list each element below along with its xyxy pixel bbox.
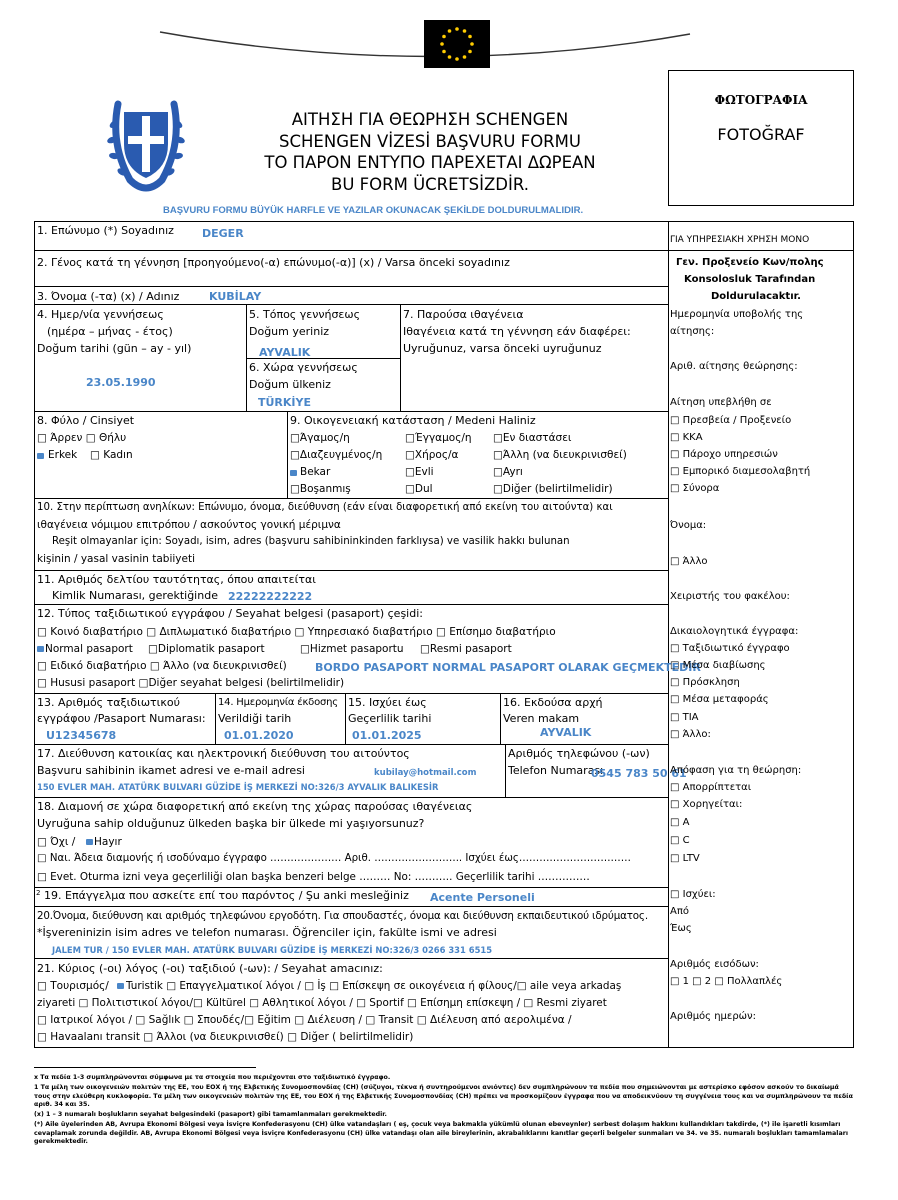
side-option[interactable]: □ A bbox=[670, 817, 690, 828]
passport-types-gr[interactable]: □ Κοινό διαβατήριο □ Διπλωματικό διαβατήριο □ Υπηρεσιακό διαβατήριο □ Επίσημο διαβατήριο bbox=[37, 626, 556, 638]
side-to: Έως bbox=[670, 923, 692, 934]
footnote: 1 Τα μέλη των οικογενειών πολιτών της ΕΕ, του ΕΟΧ ή της Ελβετικής Συνομοσπονδίας (CH) (σύζυγοι, τέκνα ή συντηρούμενοι ανιόντες) δεν συμπληρώνουν τα πεδία που σημειώνονται με αστερίσκο εφόσον ασκούν το δικαίωμά τους στην ελεύθερη κυκλοφορία. Τα μέλη των οικογενειών πολιτών της ΕΕ, του ΕΟΧ ή της Ελβετικής Συνομοσπονδίας (CH) πρέπει να προσκομίζουν έγγραφα που να αποδεικνύουν τη συγγένεια τους και να συμπληρώνουν τα πεδία αριθ. 34 και 35. bbox=[34, 1083, 853, 1109]
marital-option[interactable]: Bekar bbox=[300, 466, 331, 478]
side-documents: Δικαιολογητικά έγγραφα: bbox=[670, 626, 799, 637]
field-7-label-3: Uyruğunuz, varsa önceki uyruğunuz bbox=[403, 342, 602, 355]
passport-service[interactable]: □Hizmet pasaportu bbox=[300, 643, 404, 655]
field-4-label-2: (ημέρα – μήνας - έτος) bbox=[47, 325, 173, 338]
field-7-label-1: 7. Παρούσα ιθαγένεια bbox=[403, 308, 524, 321]
side-option[interactable]: □ Ισχύει: bbox=[670, 889, 716, 900]
residence-yes-tr[interactable]: □ Evet. Oturma izni veya geçerliliği olan başka benzeri belge ……… No: ……….. Geçerlilik tarihi …………… bbox=[37, 871, 590, 883]
passport-note-value[interactable]: BORDO PASAPORT NORMAL PASAPORT OLARAK GEÇMEKTEDİR bbox=[315, 661, 701, 674]
residence-yes-gr[interactable]: □ Ναι. Άδεια διαμονής ή ισοδύναμο έγγραφο ………………… Αριθ. …………………….. Ισχύει έως…………………………… bbox=[37, 853, 631, 864]
field-1-label: 1. Επώνυμο (*) Soyadınız bbox=[37, 224, 174, 237]
sex-female[interactable]: □ Kadın bbox=[90, 449, 133, 461]
field-14-label-1: 14. Ημερομηνία έκδοσης bbox=[218, 697, 338, 708]
footnote-divider bbox=[34, 1067, 256, 1068]
marital-option[interactable]: □Έγγαμος/η bbox=[405, 432, 472, 444]
field-2-label: 2. Γένος κατά τη γέννηση [προηγούμενο(-α) επώνυμο(-α)] (x) / Varsa önceki soyadınız bbox=[37, 256, 510, 269]
address-value[interactable]: 150 EVLER MAH. ATATÜRK BULVARI GÜZİDE İŞ MERKEZİ NO:326/3 AYVALIK BALIKESİR bbox=[37, 782, 439, 792]
field-10-label-3: Reşit olmayanlar için: Soyadı, isim, adres (başvuru sahibininkinden farklıysa) ve vasilik hakkı bulunan bbox=[52, 536, 570, 547]
passport-other-gr[interactable]: □ Ειδικό διαβατήριο □ Άλλο (να διευκρινισθεί) bbox=[37, 660, 287, 672]
side-filled-by: Konsolosluk Tarafından bbox=[684, 274, 816, 285]
field-5-label-2: Doğum yeriniz bbox=[249, 325, 330, 338]
birthplace-value[interactable]: AYVALIK bbox=[259, 346, 311, 359]
passport-normal[interactable]: Normal pasaport bbox=[45, 643, 133, 655]
employer-value[interactable]: JALEM TUR / 150 EVLER MAH. ATATÜRK BULVARI GÜZİDE İŞ MERKEZİ NO:326/3 0266 331 6515 bbox=[52, 945, 493, 955]
surname-value[interactable]: DEGER bbox=[202, 227, 244, 240]
side-option[interactable]: □ Πρεσβεία / Προξενείο bbox=[670, 415, 792, 426]
passport-number-value[interactable]: U12345678 bbox=[46, 729, 117, 742]
purpose-options-3[interactable]: □ Ιατρικοί λόγοι / □ Sağlık □ Σπουδές/□ Eğitim □ Διέλευση / □ Transit □ Διέλευση από αερολιμένα / bbox=[37, 1014, 572, 1026]
field-17-phone-label-2: Telefon Numarası bbox=[508, 764, 604, 777]
marital-option[interactable]: □Άλλη (να διευκρινισθεί) bbox=[493, 449, 627, 461]
birth-country-value[interactable]: TÜRKİYE bbox=[258, 396, 312, 409]
issue-date-value[interactable]: 01.01.2020 bbox=[224, 729, 294, 742]
purpose-tourism-gr[interactable]: □ Τουρισμός/ bbox=[37, 980, 109, 992]
birthdate-value[interactable]: 23.05.1990 bbox=[86, 376, 156, 389]
field-20-label-2: *İşvereninizin isim adres ve telefon numarası. Öğrenciler için, fakülte ismi ve adresi bbox=[37, 926, 497, 939]
field-20-label-1: 20.Όνομα, διεύθυνση και αριθμός τηλεφώνου εργοδότη. Για σπουδαστές, όνομα και διεύθυνση εκπαιδευτικού ιδρύματος. bbox=[37, 910, 648, 922]
passport-diplomatic[interactable]: □Diplomatik pasaport bbox=[148, 643, 265, 655]
field-6-label-1: 6. Χώρα γεννήσεως bbox=[249, 361, 358, 374]
photo-label-tr: FOTOĞRAF bbox=[717, 125, 805, 144]
field-13-label-1: 13. Αριθμός ταξιδιωτικού bbox=[37, 696, 180, 709]
field-11-label-1: 11. Αριθμός δελτίου ταυτότητας, όπου απαιτείται bbox=[37, 573, 316, 586]
field-17-label-1: 17. Διεύθυνση κατοικίας και ηλεκτρονική διεύθυνση του αιτούντος bbox=[37, 747, 410, 760]
side-option[interactable]: □ Εμπορικό διαμεσολαβητή bbox=[670, 466, 811, 477]
photo-box bbox=[668, 70, 854, 206]
side-option[interactable]: □ Μέσα μεταφοράς bbox=[670, 694, 769, 705]
side-option[interactable]: □ Άλλο bbox=[670, 556, 708, 567]
marital-option[interactable]: □Boşanmış bbox=[290, 483, 351, 495]
field-4-label-3: Doğum tarihi (gün – ay - yıl) bbox=[37, 342, 192, 355]
checked-mark-icon bbox=[117, 983, 124, 989]
residence-no-gr[interactable]: □ Όχι / bbox=[37, 836, 76, 848]
side-option[interactable]: □ Ταξιδιωτικό έγγραφο bbox=[670, 643, 790, 654]
side-option[interactable]: □ Πάροχο υπηρεσιών bbox=[670, 449, 778, 460]
side-official-use: ΓΙΑ ΥΠΗΡΕΣΙΑΚΗ ΧΡΗΣΗ ΜΟΝΟ bbox=[670, 235, 810, 245]
side-option[interactable]: □ C bbox=[670, 835, 690, 846]
field-6-label-2: Doğum ülkeniz bbox=[249, 378, 331, 391]
marital-option[interactable]: □Χήρος/α bbox=[405, 449, 459, 461]
free-tr: BU FORM ÜCRETSİZDİR. bbox=[331, 174, 529, 194]
footnotes bbox=[34, 1074, 856, 1148]
marital-option[interactable]: □Evli bbox=[405, 466, 434, 478]
side-option[interactable]: □ Πρόσκληση bbox=[670, 677, 740, 688]
field-4-label-1: 4. Ημερ/νία γεννήσεως bbox=[37, 308, 164, 321]
side-option[interactable]: □ ΚΚΑ bbox=[670, 432, 703, 443]
field-14-label-2: Verildiği tarih bbox=[218, 712, 292, 725]
sex-male[interactable]: Erkek bbox=[48, 449, 78, 461]
field-16-label-1: 16. Εκδούσα αρχή bbox=[503, 696, 603, 709]
side-column-divider bbox=[668, 221, 669, 1048]
side-decision: Απόφαση για τη θεώρηση: bbox=[670, 765, 802, 776]
footnote: (x) 1 – 3 numaralı boşlukların seyahat belgesindeki (pasaport) gibi tamamlanmaları gerekmektedir. bbox=[34, 1111, 387, 1119]
sex-options-gr[interactable]: □ Άρρεν □ Θήλυ bbox=[37, 432, 127, 444]
passport-official[interactable]: □Resmi pasaport bbox=[420, 643, 512, 655]
purpose-options-4[interactable]: □ Havaalanı transit □ Άλλοι (να διευκρινισθεί) □ Diğer ( belirtilmelidir) bbox=[37, 1031, 414, 1043]
checked-mark-icon bbox=[290, 470, 297, 476]
side-option[interactable]: □ 1 □ 2 □ Πολλαπλές bbox=[670, 976, 783, 987]
side-filled-by-2: Doldurulacaktır. bbox=[711, 291, 801, 302]
marital-option[interactable]: □Ayrı bbox=[493, 466, 523, 478]
footnote: x Τα πεδία 1-3 συμπληρώνονται σύμφωνα με τα στοιχεία που περιέχονται στο ταξιδιωτικό έγγραφο. bbox=[34, 1074, 391, 1081]
footnote: (*) Aile üyelerinden AB, Avrupa Ekonomi Bölgesi veya İsviçre Konfederasyonu (CH) ülke vatandaşları ( eş, çocuk veya bakmakla yükümlü olunan ebeveynler) serbest dolaşım hakkını kullandıkları takdirde, (*) ile işaretli kısımları cevaplamak zorunda değildir. AB, Avrupa Ekonomi Bölgesi veya İsviçre Konfederasyonu (CH) ülke vatandaşı olan aile bireylerinin, akrabalıklarını kanıtlar geçerli belgeler sunmaları ve 34. ve 35. numaralı boşlukları tamamlamaları gerekmektedir. bbox=[34, 1121, 848, 1146]
side-option[interactable]: □ LTV bbox=[670, 853, 700, 864]
checked-mark-icon bbox=[86, 839, 93, 845]
field-18-label-2: Uyruğuna sahip olduğunuz ülkeden başka bir ülkede mi yaşıyorsunuz? bbox=[37, 817, 425, 830]
marital-option[interactable]: □Diğer (belirtilmelidir) bbox=[493, 483, 613, 495]
field-21-label: 21. Κύριος (-οι) λόγος (-οι) ταξιδιού (-ων): / Seyahat amacınız: bbox=[37, 962, 383, 975]
phone-value[interactable]: 0545 783 50 61 bbox=[591, 767, 687, 780]
field-12-label: 12. Τύπος ταξιδιωτικού εγγράφου / Seyahat belgesi (pasaport) çeşidi: bbox=[37, 607, 423, 620]
issuing-authority-value[interactable]: AYVALIK bbox=[540, 726, 592, 739]
field-19-label: 19. Επάγγελμα που ασκείτε επί του παρόντος / Şu anki mesleğiniz bbox=[44, 889, 409, 902]
residence-no-tr[interactable]: Hayır bbox=[94, 836, 122, 848]
title-gr: ΑΙΤΗΣΗ ΓΙΑ ΘΕΩΡΗΣΗ SCHENGEN bbox=[291, 110, 569, 129]
field-17-phone-label-1: Αριθμός τηλεφώνου (-ων) bbox=[508, 747, 650, 760]
side-days: Αριθμός ημερών: bbox=[670, 1011, 757, 1022]
checked-mark-icon bbox=[37, 453, 44, 459]
field-10-label-2: ιθαγένεια νόμιμου επιτρόπου / ασκούντος γονική μέριμνα bbox=[37, 519, 341, 531]
side-option[interactable]: □ Άλλο: bbox=[670, 729, 711, 740]
side-entries: Αριθμός εισόδων: bbox=[670, 959, 759, 970]
field-11-label-2: Kimlik Numarası, gerektiğinde bbox=[52, 589, 218, 602]
purpose-options-1[interactable]: Turistik □ Επαγγελματικοί λόγοι / □ İş □ Επίσκεψη σε οικογένεια ή φίλους/□ aile veya arkadaş bbox=[126, 980, 622, 992]
title-tr: SCHENGEN VİZESİ BAŞVURU FORMU bbox=[279, 131, 581, 151]
side-submitted-at: Αίτηση υπεβλήθη σε bbox=[670, 397, 772, 408]
marital-option[interactable]: □Διαζευγμένος/η bbox=[290, 449, 383, 461]
field-17-label-2: Başvuru sahibinin ikamet adresi ve e-mail adresi bbox=[37, 764, 305, 777]
side-from: Από bbox=[670, 906, 689, 917]
greek-emblem-icon bbox=[100, 84, 192, 202]
field-10-label-4: kişinin / yasal vasinin tabiiyeti bbox=[37, 553, 195, 565]
side-submission-date-2: αίτησης: bbox=[670, 326, 715, 337]
side-option[interactable]: □ Απορρίπτεται bbox=[670, 782, 752, 793]
photo-label-gr: ΦΩΤΟΓΡΑΦΙΑ bbox=[714, 93, 808, 107]
free-gr: ΤΟ ΠΑΡΟΝ ΕΝΤΥΠΟ ΠΑΡΕΧΕΤΑΙ ΔΩΡΕΑΝ bbox=[264, 153, 596, 172]
field-15-label-2: Geçerlilik tarihi bbox=[348, 712, 432, 725]
side-option[interactable]: □ Χορηγείται: bbox=[670, 799, 743, 810]
instruction: BAŞVURU FORMU BÜYÜK HARFLE VE YAZILAR OKUNACAK ŞEKİLDE DOLDURULMALIDIR. bbox=[163, 205, 584, 216]
side-submission-date: Ημερομηνία υποβολής της bbox=[670, 309, 804, 320]
field-7-label-2: Ιθαγένεια κατά τη γέννηση εάν διαφέρει: bbox=[403, 325, 631, 338]
marital-option[interactable]: □Dul bbox=[405, 483, 433, 495]
side-option[interactable]: □ Σύνορα bbox=[670, 483, 720, 494]
passport-other-tr[interactable]: □ Hususi pasaport □Diğer seyahat belgesi (belirtilmelidir) bbox=[37, 677, 345, 689]
eu-flag-icon bbox=[424, 20, 490, 68]
checked-mark-icon bbox=[37, 646, 44, 652]
field-10-label-1: 10. Στην περίπτωση ανηλίκων: Επώνυμο, όνομα, διεύθυνση (εάν είναι διαφορετική από εκείνη του αιτούντα) και bbox=[37, 502, 613, 513]
field-3-label: 3. Όνομα (-τα) (x) / Adınız bbox=[37, 290, 180, 303]
field-18-label-1: 18. Διαμονή σε χώρα διαφορετική από εκείνη της χώρας παρούσας ιθαγένειας bbox=[37, 800, 473, 813]
name-value[interactable]: KUBİLAY bbox=[209, 290, 262, 303]
side-handler: Χειριστής του φακέλου: bbox=[670, 591, 790, 602]
field-19-mark: 2 bbox=[36, 889, 41, 897]
side-application-number: Αριθ. αίτησης θεώρησης: bbox=[670, 361, 798, 372]
side-name: Όνομα: bbox=[670, 520, 707, 531]
field-5-label-1: 5. Τόπος γεννήσεως bbox=[249, 308, 361, 321]
field-16-label-2: Veren makam bbox=[503, 712, 580, 725]
purpose-options-2[interactable]: ziyareti □ Πολιτιστικοί λόγοι/□ Kültürel □ Αθλητικοί λόγοι / □ Sportif □ Επίσημη επίσκεψη / □ Resmi ziyaret bbox=[37, 997, 607, 1009]
side-option[interactable]: □ Μέσα διαβίωσης bbox=[670, 660, 766, 671]
occupation-value[interactable]: Acente Personeli bbox=[430, 891, 535, 904]
field-13-label-2: εγγράφου /Pasaport Numarası: bbox=[37, 712, 206, 725]
id-number-value[interactable]: 22222222222 bbox=[228, 590, 313, 603]
field-15-label-1: 15. Ισχύει έως bbox=[348, 696, 427, 709]
email-value[interactable]: kubilay@hotmail.com bbox=[374, 768, 477, 778]
form-title bbox=[200, 109, 660, 195]
side-consulate: Γεν. Προξενείο Κων/πολης bbox=[676, 257, 824, 268]
field-9-label: 9. Οικογενειακή κατάσταση / Medeni Haliniz bbox=[290, 414, 536, 427]
expiry-date-value[interactable]: 01.01.2025 bbox=[352, 729, 422, 742]
marital-option[interactable]: □Άγαμος/η bbox=[290, 432, 350, 444]
field-8-label: 8. Φύλο / Cinsiyet bbox=[37, 414, 135, 427]
side-option[interactable]: □ ΤΙΑ bbox=[670, 712, 699, 723]
marital-option[interactable]: □Εν διαστάσει bbox=[493, 432, 572, 444]
